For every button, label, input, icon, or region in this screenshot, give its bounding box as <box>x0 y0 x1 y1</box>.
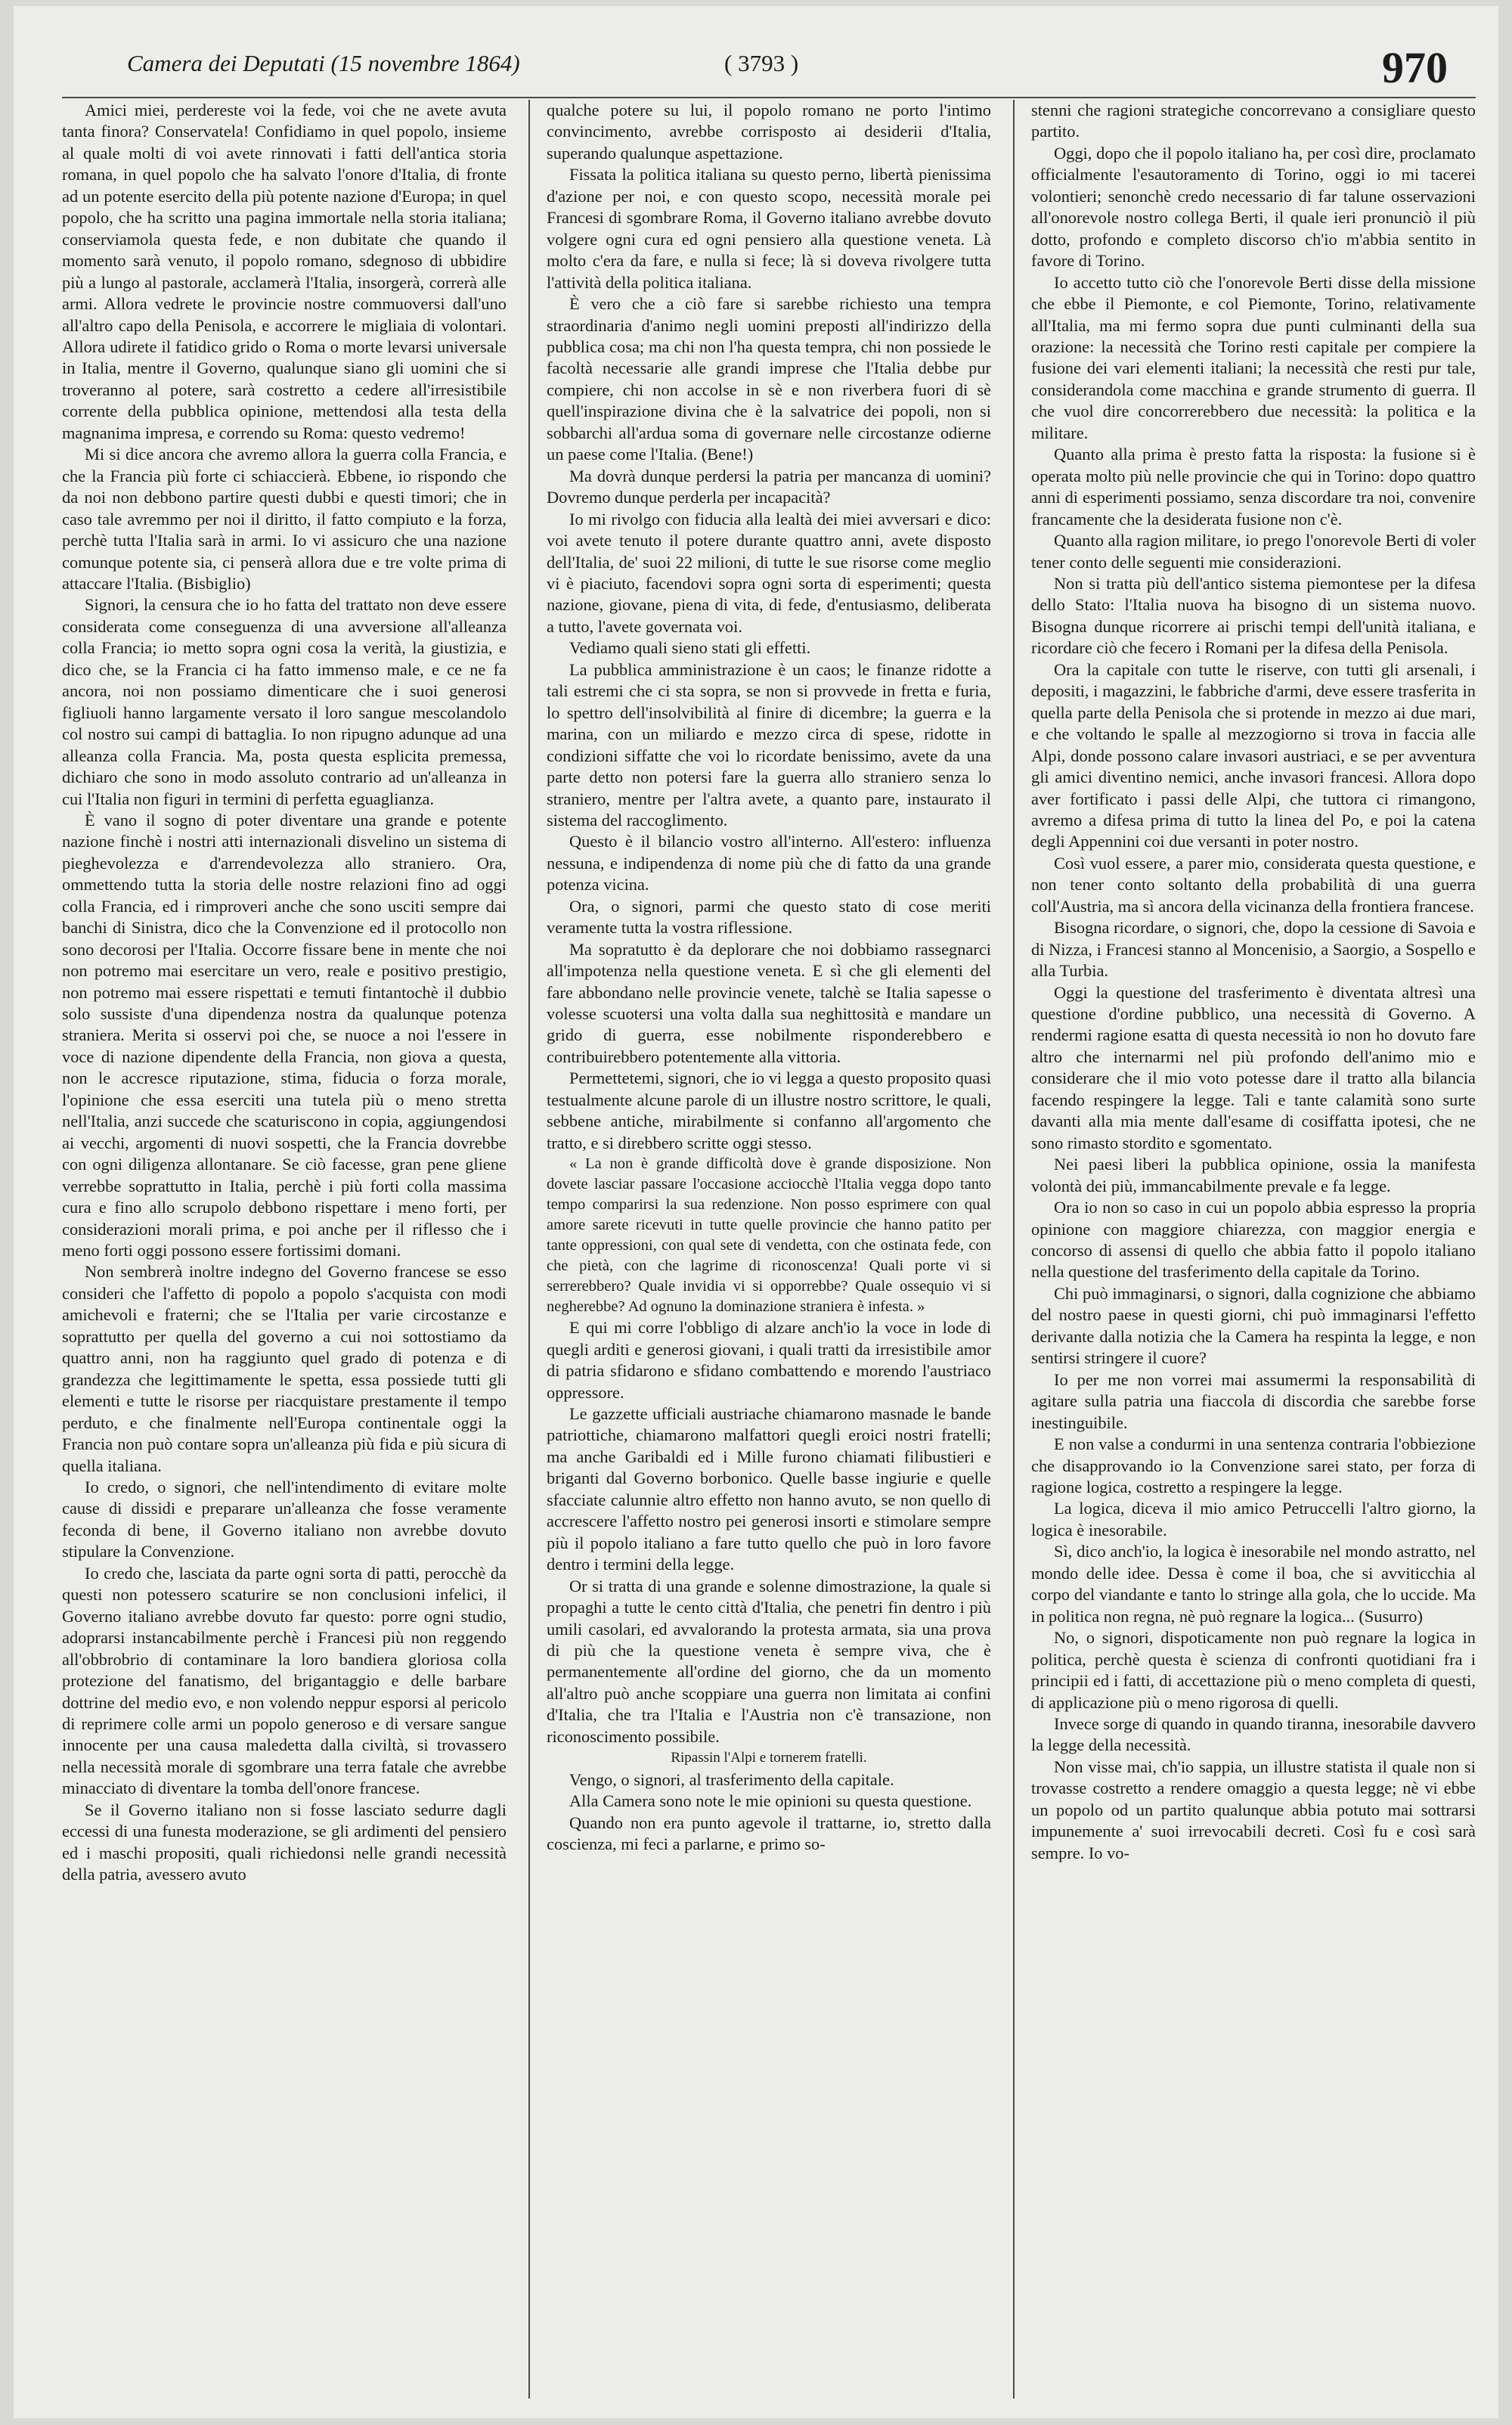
paragraph: E non valse a condurmi in una sentenza contraria l'obbiezione che disapprovando io la Convenzione sarei stato, per forza di ragione logica, costretto a respingere la legge. <box>1031 1434 1476 1496</box>
paragraph: Ora la capitale con tutte le riserve, con tutti gli arsenali, i depositi, i magazzini, le fabbriche d'armi, deve essere trasferita in quella parte della Penisola che si protende in mezzo ai due mari, e che voltando le spalle al mezzogiorno si trova in faccia alle Alpi, donde possono calare invasori austriaci, e se per avventura gli amici diventino nemici, anche invasori francesi. Allora dopo aver fortificato i passi delle Alpi, che tuttora ci rimangono, avremo a difesa prima di tutto la linea del Po, e poi la catena degli Appennini coi due versanti in poter nostro. <box>1031 659 1476 851</box>
paragraph: Quanto alla prima è presto fatta la risposta: la fusione si è operata molto più nelle provincie che qui in Torino: dopo quattro anni di esperimenti possiamo, senza discordare tra noi, convenire francamente che la desiderata fusione non c'è. <box>1031 445 1476 529</box>
paragraph: Oggi la questione del trasferimento è diventata altresì una questione d'ordine pubblico, una necessità di Governo. A rendermi ragione esatta di questa necessità io non ho dovuto fare altro che internarmi nel più profondo dell'animo mio e considerare che il mio voto potesse dare il tratto alla bilancia facendo respingere la legge. Tali e tante calamità sono surte davanti alla mia mente dall'esame di cosiffatta ipotesi, che ne sono rimasto stordito e sgomentato. <box>1031 982 1476 1152</box>
paragraph: Ma dovrà dunque perdersi la patria per mancanza di uomini? Dovremo dunque perderla per incapacità? <box>547 466 991 507</box>
paragraph: E qui mi corre l'obbligo di alzare anch'io la voce in lode di quegli arditi e generosi giovani, i quali tratti da irresistibile amor di patria sfidarono e sfidano combattendo e morendo l'austriaco oppressore. <box>547 1318 991 1402</box>
paragraph: stenni che ragioni strategiche concorrevano a consigliare questo partito. <box>1031 101 1476 141</box>
paragraph: Io credo che, lasciata da parte ogni sorta di patti, perocchè da questi non potessero scaturire se non conclusioni infelici, il Governo italiano avrebbe dovuto far questo: porre ogni studio, adoprarsi instancabilmente perchè i Francesi più non reggendo all'obbrobrio di contaminare la loro bandiera gloriosa colla protezione del fanatismo, del brigantaggio e delle barbare dottrine del medio evo, e non volendo neppur esporsi al pericolo di reprimere colle armi un popolo generoso e di versare sangue innocente per una causa maledetta dalla civiltà, si trovassero nella necessità morale di sgombrare una terra fatale che avrebbe minacciato di diventare la tomba dell'onore francese. <box>62 1563 507 1798</box>
paragraph: Nei paesi liberi la pubblica opinione, ossia la manifesta volontà dei più, immancabilmente prevale e fa legge. <box>1031 1155 1476 1195</box>
paragraph: Non sembrerà inoltre indegno del Governo francese se esso consideri che l'affetto di popolo a popolo s'acquista con modi amichevoli e fraterni; che se l'Italia per varie circostanze e soprattutto per quella del governo a cui noi sottostiamo da quattro anni, non ha raggiunto quel grado di potenza e di grandezza che legittimamente le spetta, essa possiede tutti gli elementi e tutte le risorse per riacquistare prestamente il tempo perduto, e che finalmente nell'Europa continentale oggi la Francia non può contare sopra un'alleanza più fida e più sicura di quella italiana. <box>62 1262 507 1475</box>
paragraph: Ripassin l'Alpi e tornerem fratelli. <box>671 1750 867 1766</box>
paragraph: Ora, o signori, parmi che questo stato di cose meriti veramente tutta la vostra riflessione. <box>547 896 991 938</box>
paragraph: Le gazzette ufficiali austriache chiamarono masnade le bande patriottiche, chiamarono malfattori quegli eroici nostri fratelli; ma anche Garibaldi ed i Mille furono chiamati filibustieri e briganti dal Governo borbonico. Quelle basse ingiurie e quelle sfacciate calunnie altro effetto non hanno avuto, se non quello di accrescere l'affetto nostro pei generosi insorti e stimolare sempre più il popolo italiano a fare tutto quello che può in loro favore dentro i termini della legge. <box>547 1404 991 1574</box>
paragraph: Alla Camera sono note le mie opinioni su questa questione. <box>569 1791 972 1811</box>
paragraph: Vediamo quali sieno stati gli effetti. <box>569 638 811 658</box>
paragraph: Fissata la politica italiana su questo perno, libertà pienissima d'azione per noi, e con questo scopo, necessità morale pei Francesi di sgombrare Roma, il Governo italiano avrebbe dovuto volgere ogni cura ed ogni pensiero alla questione veneta. Là molto c'era da fare, e nulla si fece; là si doveva rivolgere tutta l'attività della politica italiana. <box>547 165 991 292</box>
newspaper-page <box>14 6 1498 2418</box>
column-1 <box>62 100 507 2399</box>
page-number: 970 <box>1382 43 1448 92</box>
paragraph: Ma sopratutto è da deplorare che noi dobbiamo rassegnarci all'impotenza nella questione veneta. E sì che gli elementi del fare abbondano nelle provincie venete, talchè se Italia sapesse o volesse scuotersi una volta dalla sua neghittosità e mandare un grido di guerra, esse nobilmente risponderebbero e contribuirebbero potentemente alla vittoria. <box>547 939 991 1066</box>
paragraph: Io per me non vorrei mai assumermi la responsabilità di agitare sulla patria una fiaccola di discordia che sarebbe forse inestinguibile. <box>1031 1369 1476 1432</box>
text-columns <box>62 100 1476 2399</box>
paragraph: Io mi rivolgo con fiducia alla lealtà dei miei avversari e dico: voi avete tenuto il potere durante quattro anni, avete disposto dell'Italia, de' suoi 22 milioni, di tutte le sue risorse come meglio vi è piaciuto, facendovi sopra ogni sorta di esperimenti; questa nazione, giovane, piena di vita, di fede, d'entusiasmo, deliberata a tutto, l'avete governata voi. <box>547 509 991 636</box>
page-header <box>14 43 1498 95</box>
paragraph: Così vuol essere, a parer mio, considerata questa questione, e non tener conto soltanto della probabilità di una guerra coll'Austria, ma sì ancora della vicinanza della frontiera francese. <box>1031 853 1476 916</box>
paragraph: Permettetemi, signori, che io vi legga a questo proposito quasi testualmente alcune parole di un illustre nostro scrittore, le quali, sebbene antiche, mirabilmente si confanno all'argomento che tratto, e si direbbero scritte oggi stesso. <box>547 1068 991 1152</box>
paragraph: Amici miei, perdereste voi la fede, voi che ne avete avuta tanta finora? Conservatela! Confidiamo in quel popolo, insieme al quale molti di voi avete rinnovati i fatti dell'antica storia romana, in quel popolo che ha salvato l'onore d'Italia, di fronte ad un potente esercito della più potente nazione d'Europa; in quel popolo, che ha scritto una pagina immortale nella storia italiana; conserviamola questa fede, e non dubitate che quando il momento sarà venuto, il popolo romano, sdegnoso di ubbidire più a lungo al pastorale, acclamerà l'Italia, insorgerà, correrà alle armi. Allora vedrete le provincie nostre commuoversi dall'uno all'altro capo della Penisola, e accorrere le migliaia di volontari. Allora udirete il fatidico grido o Roma o morte levarsi universale in Italia, mentre il Governo, qualunque siano gli uomini che si troveranno al potere, sarà costretto a cedere all'irresistibile corrente della pubblica opinione, mettendosi alla testa della magnanima impresa, e correndo su Roma: questo vedremo! <box>62 101 507 442</box>
paragraph: Oggi, dopo che il popolo italiano ha, per così dire, proclamato officialmente l'esautoramento di Torino, oggi io mi tacerei volontieri; senonchè credo necessario di far talune osservazioni all'onorevole nostro collega Berti, il quale ieri pronunciò il più dotto, profondo e completo discorso ch'io m'abbia sentito in favore di Torino. <box>1031 143 1476 271</box>
paragraph: Non visse mai, ch'io sappia, un illustre statista il quale non si trovasse costretto a rendere omaggio a questa legge; nè vi ebbe un popolo od un partito qualunque abbia potuto mai sottrarsi impunemente a' suoi irrevocabili decreti. Così fu e così sarà sempre. Io vo- <box>1031 1757 1476 1862</box>
paragraph: Vengo, o signori, al trasferimento della capitale. <box>569 1769 894 1789</box>
paragraph: Or si tratta di una grande e solenne dimostrazione, la quale si propaghi a tutte le cento città d'Italia, che penetri fin dentro i più umili casolari, ed avvalorando la protesta armata, sia una prova di più che la questione veneta è sempre viva, che è permanentemente all'ordine del giorno, che da un momento all'altro può anche scoppiare una guerra non limitata ai confini d'Italia, che tra l'Italia e l'Austria non c'è transazione, non riconoscimento possibile. <box>547 1576 991 1746</box>
header-rule <box>62 97 1476 98</box>
paragraph: Quanto alla ragion militare, io prego l'onorevole Berti di voler tener conto delle seguenti mie considerazioni. <box>1031 531 1476 572</box>
paragraph: Quando non era punto agevole il trattarne, io, stretto dalla coscienza, mi feci a parlarne, e primo so- <box>547 1813 991 1854</box>
paragraph: Non si tratta più dell'antico sistema piemontese per la difesa dello Stato: l'Italia nuova ha bisogno di un sistema nuovo. Bisogna dunque ricorrere ai prischi tempi dell'unità italiana, e ricordare ciò che fecero i Romani per la difesa della Penisola. <box>1031 573 1476 658</box>
paragraph: Bisogna ricordare, o signori, che, dopo la cessione di Savoia e di Nizza, i Francesi stanno al Moncenisio, a Saorgio, a Sospello e alla Turbia. <box>1031 918 1476 981</box>
paragraph: qualche potere su lui, il popolo romano ne porto l'intimo convincimento, avrebbe corrisposto ai desiderii d'Italia, superando qualunque aspettazione. <box>547 101 991 163</box>
column-3 <box>1031 100 1476 2399</box>
paragraph: Signori, la censura che io ho fatta del trattato non deve essere considerata come conseguenza di una avversione all'alleanza colla Francia; io metto sopra ogni cosa la verità, la giustizia, e dico che, se la Francia ci ha fatto immenso male, e ce ne fa ancora, noi non possiamo dimenticare che i suoi generosi figliuoli hanno largamente versato il loro sangue mescolandolo col nostro sui campi di battaglia. Io non ripugno adunque ad una alleanza colla Francia. Ma, posta questa esplicita premessa, dichiaro che sono in modo assoluto contrario ad un'alleanza in cui l'Italia non figuri in termini di perfetta eguaglianza. <box>62 595 507 808</box>
paragraph: La pubblica amministrazione è un caos; le finanze ridotte a tali estremi che ci sta sopra, se non si provvede in fretta e furia, lo spettro dell'insolvibilità al finire di dicembre; la guerra e la marina, con un miliardo e mezzo circa di spese, ridotte in condizioni siffatte che voi lo ricordate benissimo, avete da una parte detto non potersi fare la guerra allo straniero senza lo straniero, mentre per l'altra avete, a quanto pare, instaurato il sistema del raccoglimento. <box>547 659 991 830</box>
column-divider <box>528 100 530 2399</box>
paragraph: Ora io non so caso in cui un popolo abbia espresso la propria opinione con maggiore chiarezza, con maggior energia e concorso di assensi di quello che abbia fatto il popolo italiano nella questione del trasferimento della capitale da Torino. <box>1031 1198 1476 1282</box>
paragraph: La logica, diceva il mio amico Petruccelli l'altro giorno, la logica è inesorabile. <box>1031 1499 1476 1540</box>
paragraph: Io accetto tutto ciò che l'onorevole Berti disse della missione che ebbe il Piemonte, e col Piemonte, Torino, relativamente all'Italia, ma mi fermo sopra due punti culminanti della sua orazione: la necessità che Torino resti capitale per compiere la fusione dei vari elementi italiani; la necessità che resti pur tale, considerandola come macchina e grande strumento di guerra. Il che vuol dire concorrerebbero due necessità: la politica e la militare. <box>1031 272 1476 442</box>
column-divider <box>1013 100 1015 2399</box>
column-2 <box>547 100 991 2399</box>
paragraph: No, o signori, dispoticamente non può regnare la logica in politica, perchè questa è scienza di confronti quotidiani fra i principii ed i fatti, di accettazione più o meno completa di questi, di applicazione più o meno rigorosa di quelli. <box>1031 1628 1476 1712</box>
paragraph: « La non è grande difficoltà dove è grande disposizione. Non dovete lasciar passare l'occasione acciocchè l'Italia vegga dopo tanto tempo comparirsi la sua redenzione. Non posso esprimere con qual amore sarete ricevuti in tutte quelle provincie che hanno patito per tante oppressioni, con qual sete di vendetta, con che ostinata fede, con che pietà, con che lagrime di riconoscenza! Quali porte vi si serrerebbero? Quale invidia vi si opporrebbe? Quale ossequio vi si negherebbe? Ad ognuno la dominazione straniera è infesta. » <box>547 1155 991 1316</box>
page-reference: ( 3793 ) <box>724 50 799 76</box>
paragraph: Questo è il bilancio vostro all'interno. All'estero: influenza nessuna, e indipendenza di nome più che di fatto da una grande potenza vicina. <box>547 832 991 895</box>
paragraph: Chi può immaginarsi, o signori, dalla cognizione che abbiamo del nostro paese in questi giorni, chi può immaginarsi l'effetto derivante dalla notizia che la Camera ha respinta la legge, e non sentirsi stringere il cuore? <box>1031 1283 1476 1368</box>
paragraph: Se il Governo italiano non si fosse lasciato sedurre dagli eccessi di una funesta moderazione, se gli ardimenti del pensiero ed i maschi propositi, quali richiedonsi nelle grandi necessità della patria, avessero avuto <box>62 1800 507 1884</box>
paragraph: Mi si dice ancora che avremo allora la guerra colla Francia, e che la Francia più forte ci schiaccierà. Ebbene, io rispondo che da noi non debbono partire questi dubbi e questi timori; che in caso tale avremmo per noi il diritto, il fatto compiuto e la forza, perchè tutta l'Italia sarà in armi. Io vi assicuro che una nazione comunque potente sia, ci penserà allora due e tre volte prima di attaccare l'Italia. (Bisbiglio) <box>62 445 507 593</box>
paragraph: Invece sorge di quando in quando tiranna, inesorabile davvero la legge della necessità. <box>1031 1713 1476 1755</box>
paragraph: Sì, dico anch'io, la logica è inesorabile nel mondo astratto, nel mondo delle idee. Dessa è come il boa, che si avviticchia al corpo del viandante e tanto lo stringe alla gola, che lo uccide. Ma in politica non regna, nè può regnare la logica... (Susurro) <box>1031 1542 1476 1626</box>
paragraph: È vero che a ciò fare si sarebbe richiesto una tempra straordinaria d'animo negli uomini preposti all'indirizzo della pubblica cosa; ma chi non l'ha questa tempra, chi non possiede le facoltà necessarie alle grandi imprese che l'Italia debbe pur compiere, chi non accolse in sè e non riverbera fuori di sè quell'inspirazione divina che è la salvatrice dei popoli, non si sobbarchi all'ardua soma di governare nelle circostanze odierne un paese come l'Italia. (Bene!) <box>547 294 991 464</box>
chamber-date-heading: Camera dei Deputati (15 novembre 1864) <box>127 50 520 76</box>
paragraph: Io credo, o signori, che nell'intendimento di evitare molte cause di dissidi e preparare un'alleanza che fosse veramente feconda di bene, il Governo italiano non avrebbe dovuto stipulare la Convenzione. <box>62 1478 507 1561</box>
paragraph: È vano il sogno di poter diventare una grande e potente nazione finchè i nostri atti internazionali disvelino un sistema di pieghevolezza e d'arrendevolezza allo straniero. Ora, ommettendo tutta la storia delle nostre relazioni fino ad oggi colla Francia, ed i rimproveri anche che sono usciti sempre dai banchi di Sinistra, dico che la Convenzione ed il protocollo non sono decorosi per l'Italia. Occorre fissare bene in mente che noi non potremo mai esercitare un vero, reale e positivo prestigio, non potremo mai essere rispettati e temuti fintantochè il dubbio solo sussiste d'una dipendenza nostra da qualunque potenza straniera. Merita si osservi poi che, se nuoce a noi l'essere in voce di nazione dipendente della Francia, non giova a questa, non le accresce riputazione, stima, fiducia o forza morale, l'opinione che essa eserciti una tutela più o meno stretta nell'Italia, anzi succede che scaturiscono in copia, aggiungendosi ai vecchi, argomenti di nuovi sospetti, che la Francia dovrebbe con ogni diligenza allontanare. Se ciò facesse, gran pene gliene verrebbe soprattutto in Italia, perchè i più forti colla massima cura e fino allo scrupolo debbono rispettare i meno forti, per considerazioni morali prima, e poi anche per il riflesso che i meno forti oggi possono essere fortissimi domani. <box>62 810 507 1261</box>
